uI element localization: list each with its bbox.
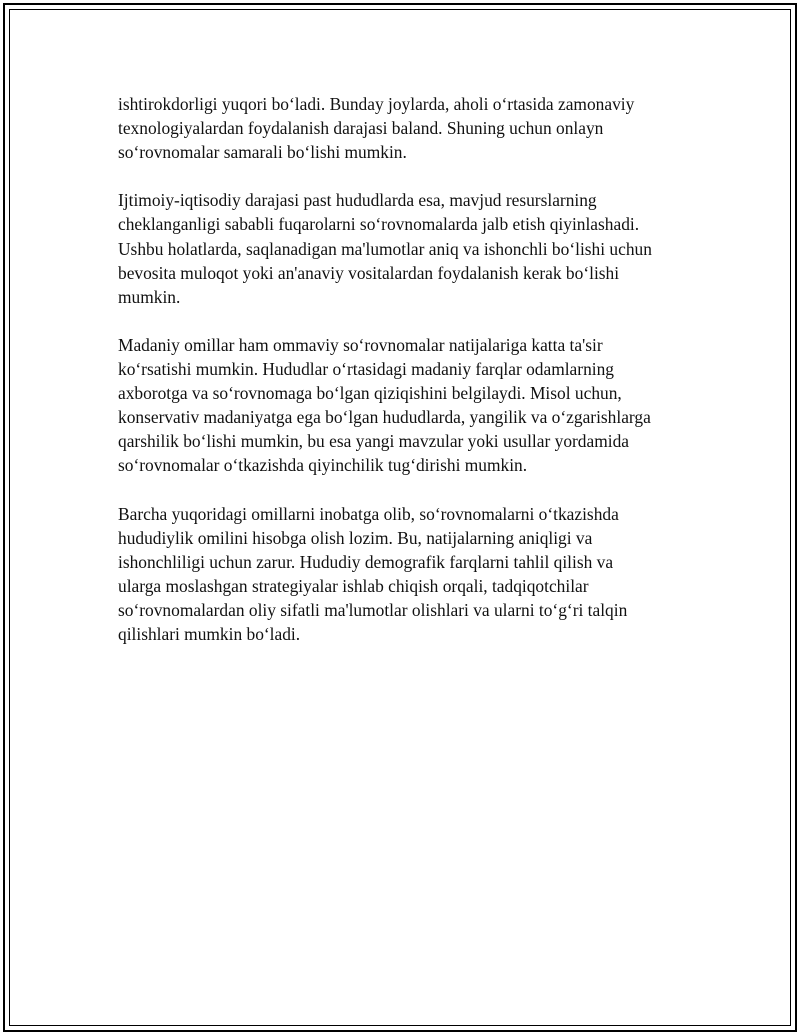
paragraph-4 (118, 502, 698, 647)
text-line: cheklanganligi sababli fuqarolarni so‘rovnomalarda jalb etish qiyinlashadi. (118, 214, 640, 235)
text-line: axborotga va so‘rovnomaga bo‘lgan qiziqishini belgilaydi. Misol uchun, (118, 383, 622, 404)
text-line: texnologiyalardan foydalanish darajasi baland. Shuning uchun onlayn (118, 118, 604, 139)
document-body (118, 92, 698, 670)
text-line: so‘rovnomalardan oliy sifatli ma'lumotlar olishlari va ularni to‘g‘ri talqin (118, 599, 628, 620)
text-line: qilishlari mumkin bo‘ladi. (118, 624, 301, 645)
text-line: Barcha yuqoridagi omillarni inobatga olib, so‘rovnomalarni o‘tkazishda (118, 503, 619, 524)
text-line: Ushbu holatlarda, saqlanadigan ma'lumotlar aniq va ishonchli bo‘lishi uchun (118, 238, 652, 259)
text-line: Ijtimoiy-iqtisodiy darajasi past hududlarda esa, mavjud resurslarning (118, 190, 597, 211)
paragraph-1 (118, 92, 698, 164)
text-line: Madaniy omillar ham ommaviy so‘rovnomalar natijalariga katta ta'sir (118, 334, 603, 355)
paragraph-2 (118, 188, 698, 308)
text-line: ishonchliligi uchun zarur. Hududiy demografik farqlarni tahlil qilish va (118, 551, 614, 572)
text-line: ishtirokdorligi yuqori bo‘ladi. Bunday joylarda, aholi o‘rtasida zamonaviy (118, 94, 635, 114)
text-line: qarshilik bo‘lishi mumkin, bu esa yangi mavzular yoki usullar yordamida (118, 431, 629, 452)
paragraph-3 (118, 333, 698, 478)
text-line: so‘rovnomalar o‘tkazishda qiyinchilik tug‘dirishi mumkin. (118, 455, 528, 476)
text-line: mumkin. (118, 286, 181, 307)
text-line: konservativ madaniyatga ega bo‘lgan hududlarda, yangilik va o‘zgarishlarga (118, 407, 651, 428)
text-line: ularga moslashgan strategiyalar ishlab chiqish orqali, tadqiqotchilar (118, 575, 589, 596)
text-line: so‘rovnomalar samarali bo‘lishi mumkin. (118, 142, 407, 163)
text-line: ko‘rsatishi mumkin. Hududlar o‘rtasidagi madaniy farqlar odamlarning (118, 359, 614, 380)
text-line: bevosita muloqot yoki an'anaviy vositalardan foydalanish kerak bo‘lishi (118, 262, 620, 283)
text-line: hududiylik omilini hisobga olish lozim. Bu, natijalarning aniqligi va (118, 527, 593, 548)
